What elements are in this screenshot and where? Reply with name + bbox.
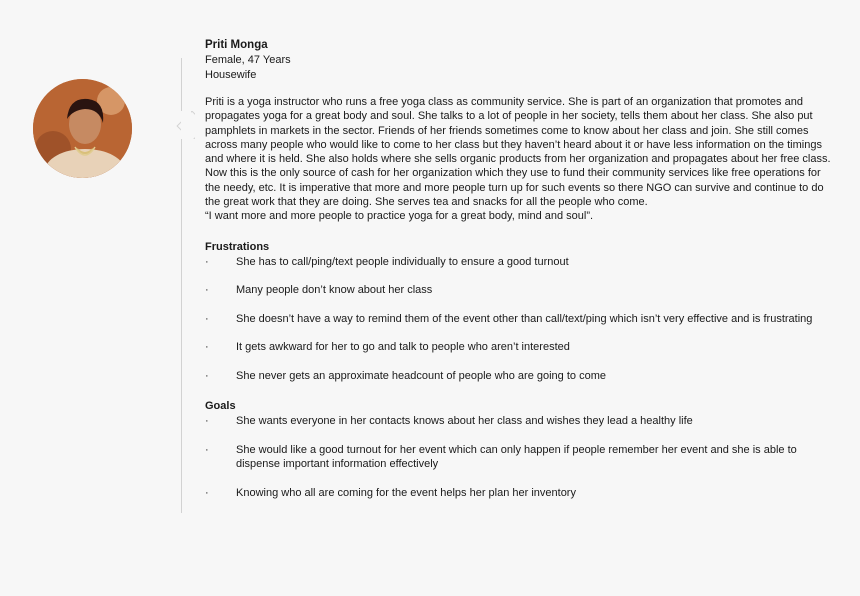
bullet-icon: · — [205, 443, 209, 456]
bullet-icon: · — [205, 284, 209, 297]
bullet-icon: · — [205, 415, 209, 428]
bullet-icon: · — [205, 255, 209, 268]
list-item-text: Knowing who all are coming for the event helps her plan her inventory — [236, 486, 576, 499]
persona-bio — [205, 95, 835, 224]
bullet-icon: · — [205, 312, 209, 325]
list-item — [205, 255, 835, 270]
list-item — [205, 340, 835, 355]
frustrations-list — [205, 255, 835, 384]
list-item — [205, 486, 835, 501]
list-item — [205, 443, 835, 472]
list-item — [205, 312, 835, 327]
bullet-icon: · — [205, 369, 209, 382]
avatar — [33, 79, 132, 178]
persona-quote: “I want more and more people to practice yoga for a great body, mind and soul”. — [205, 210, 594, 223]
bullet-icon: · — [205, 486, 209, 499]
bullet-icon: · — [205, 341, 209, 354]
list-item-text: She never gets an approximate headcount of people who are going to come — [236, 369, 606, 382]
goals-title: Goals — [205, 400, 236, 413]
persona-gender-age: Female, 47 Years — [205, 54, 291, 66]
list-item-text: It gets awkward for her to go and talk to people who aren’t interested — [236, 341, 570, 354]
list-item-text: She wants everyone in her contacts knows about her class and wishes they lead a healthy life — [236, 415, 693, 428]
persona-occupation: Housewife — [205, 69, 257, 81]
persona-bio-text: Priti is a yoga instructor who runs a free yoga class as community service. She is part of an organization that promotes and propagates yoga for a great body and soul. She talks to a lot of people in her society, tells them about her class. She also put pamphlets in markets in the sector. Friends of her friends sometimes come to know about her class and join. She still comes across many people who would like to come to her class but they haven’t heard about it or have less information on the timings and where it is held. She also holds where she sells organic products from her organization and propagates about her free class. Now this is the only source of cash for her organization which they use to fund their community services like free operations for the needy, etc. It is imperative that more and more people turn up for such events so there NGO can survive and continue to do the great work that they are doing. She serves tea and snacks for all the people who come. — [205, 96, 831, 209]
list-item-text: She would like a good turnout for her event which can only happen if people remember her event and she is able to dispense important information effectively — [236, 443, 797, 471]
list-item-text: She has to call/ping/text people individually to ensure a good turnout — [236, 255, 569, 268]
list-item — [205, 414, 835, 429]
portrait-image — [33, 79, 132, 178]
goals-list — [205, 414, 835, 500]
frustrations-title: Frustrations — [205, 240, 270, 253]
persona-name: Priti Monga — [205, 39, 268, 51]
persona-content — [205, 38, 835, 514]
list-item — [205, 283, 835, 298]
list-item — [205, 369, 835, 384]
list-item-text: Many people don’t know about her class — [236, 284, 433, 297]
list-item-text: She doesn’t have a way to remind them of the event other than call/text/ping which isn’t very effective and is frustrating — [236, 312, 813, 325]
